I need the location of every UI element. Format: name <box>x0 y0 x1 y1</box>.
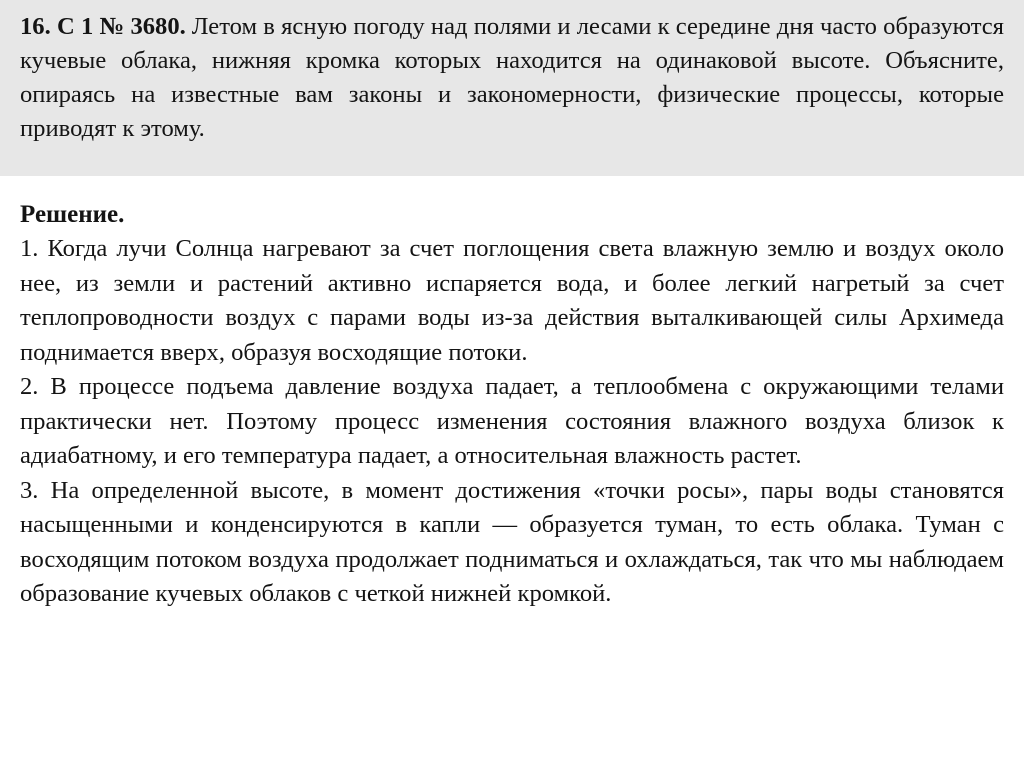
problem-number: 16. С 1 № 3680. <box>20 13 186 40</box>
solution-step-3: 3. На определенной высоте, в момент достижения «точки росы», пары воды становятся насыщенными и конденсируются в капли — образуется туман, то есть облака. Туман с восходящим потоком воздуха продолжает подниматься и охлаждаться, так что мы наблюдаем образование кучевых облаков с четкой нижней кромкой. <box>20 476 1004 607</box>
bottom-margin <box>0 744 1024 767</box>
solution-section <box>0 176 1024 744</box>
problem-statement-box <box>0 0 1024 176</box>
solution-step-2: 2. В процессе подъема давление воздуха падает, а теплообмена с окружающими телами практически нет. Поэтому процесс изменения состояния влажного воздуха близок к адиабатному, и его температура падает, а относительная влажность растет. <box>20 373 1004 469</box>
solution-step-1: 1. Когда лучи Солнца нагревают за счет поглощения света влажную землю и воздух около нее, из земли и растений активно испаряется вода, и более легкий нагретый за счет теплопроводности воздух с парами воды из-за действия выталкивающей силы Архимеда поднимается вверх, образуя восходящие потоки. <box>20 235 1004 366</box>
problem-text: Летом в ясную погоду над полями и лесами к середине дня часто образуются кучевые облака, нижняя кромка которых находится на одинаковой высоте. Объясните, опираясь на известные вам законы и закономерности, физические процессы, которые приводят к этому. <box>20 13 1004 142</box>
problem-statement <box>20 10 1004 146</box>
solution-heading: Решение. <box>20 201 125 228</box>
